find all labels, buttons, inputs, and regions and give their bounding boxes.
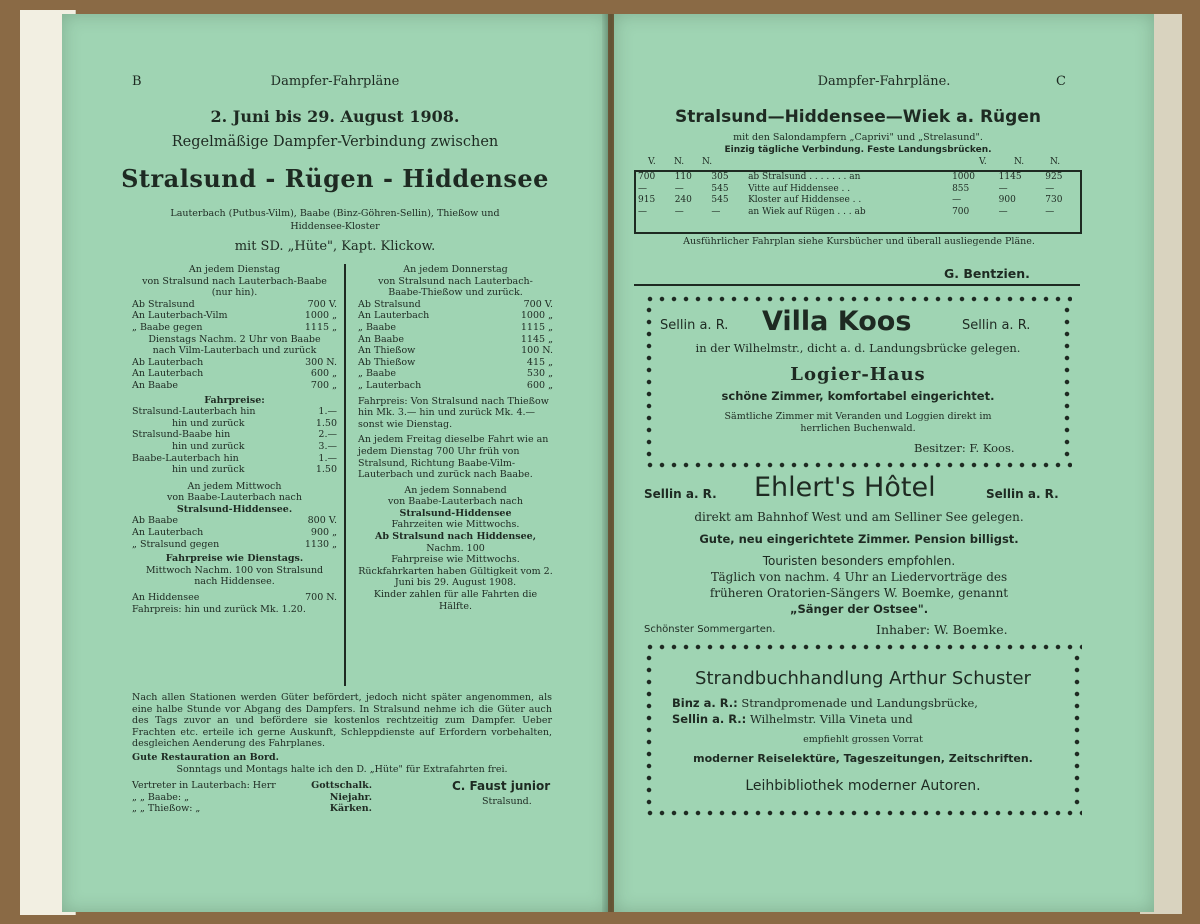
villa-title: Logier-Haus	[790, 364, 926, 385]
agent-name: Kärken.	[329, 803, 372, 815]
dotted-border-bottom	[644, 808, 1082, 818]
timetable-row	[132, 539, 337, 551]
timetable-row	[358, 310, 553, 322]
col-header: N.	[702, 157, 713, 167]
table-row	[636, 195, 1080, 207]
stop-time: 700 V.	[307, 298, 337, 310]
stop-time: 1000 „	[520, 310, 553, 322]
bookshop-sellin	[672, 712, 913, 726]
bookshop-binz-label: Binz a. R.:	[672, 696, 738, 710]
signature: C. Faust junior	[452, 779, 551, 793]
villa-forest: herrlichen Buchenwald.	[800, 423, 916, 434]
fare-price: 1.50	[315, 464, 337, 476]
table-cell: 900	[998, 195, 1016, 205]
timetable-row	[358, 322, 553, 334]
timetable-row	[132, 592, 337, 604]
table-cell: 305	[711, 172, 729, 182]
table-cell: 925	[1045, 172, 1063, 182]
timetable-row	[132, 310, 337, 322]
stop-name: An Lauterbach	[132, 527, 204, 539]
col-header: N.	[1050, 157, 1061, 167]
stop-time: 100 N.	[521, 345, 553, 357]
restaurant-note: Gute Restauration an Bord.	[132, 752, 279, 763]
villa-rooms: schöne Zimmer, komfortabel eingerichtet.	[721, 389, 995, 403]
stop-name: „ Baabe	[358, 321, 396, 333]
stop-name: „ Lauterbach	[358, 379, 422, 391]
table-cell: 730	[1045, 195, 1063, 205]
col1-route: Stralsund-Hiddensee.	[176, 503, 293, 515]
dotted-border-top	[644, 294, 1072, 304]
bookshop-sellin-label: Sellin a. R.:	[672, 712, 747, 726]
running-head: Dampfer-Fahrpläne	[270, 74, 400, 89]
stop-name: An Lauterbach	[358, 310, 430, 322]
fare-label: Stralsund-Baabe hin	[132, 429, 231, 441]
hotel-singer-name: „Sänger der Ostsee".	[789, 602, 929, 616]
schedule-column-2	[358, 264, 553, 612]
col2-validity: Rückfahrkarten haben Gültigkeit vom 2. Juni bis 29. August 1908.	[358, 565, 553, 589]
stop-name: An Baabe	[358, 333, 405, 345]
stop-name: „ Baabe	[358, 368, 396, 380]
fare-row	[132, 429, 337, 441]
fare-price: 1.—	[318, 406, 337, 418]
col-header: N.	[674, 157, 685, 167]
dotted-border-right	[1072, 652, 1082, 810]
villa-right-place: Sellin a. R.	[962, 318, 1031, 333]
table-cell: 110	[674, 172, 692, 182]
stop-name: An Baabe	[132, 379, 179, 391]
dotted-border-left	[644, 652, 654, 810]
timetable-row	[358, 299, 553, 311]
timetable-row	[132, 357, 337, 369]
fare-price: 3.—	[318, 440, 337, 452]
table-cell: Kloster auf Hiddensee . .	[748, 195, 862, 205]
fare-label: hin und zurück	[172, 464, 245, 476]
stop-time: 700 V.	[523, 298, 553, 310]
page-letter: C	[1056, 74, 1066, 89]
timetable-row	[358, 345, 553, 357]
stop-name: Ab Lauterbach	[132, 356, 204, 368]
hotel-left-place: Sellin a. R.	[644, 487, 717, 501]
col1-route: von Baabe-Lauterbach nach	[167, 492, 302, 504]
table-cell: an Wiek auf Rügen . . . ab	[748, 206, 866, 217]
table-cell: 855	[952, 183, 970, 194]
col2-text: Nachm. 100	[426, 542, 485, 554]
hotel-garden: Schönster Sommergarten.	[644, 624, 776, 635]
fare-price: 2.—	[318, 429, 337, 441]
stop-time: 700 N.	[305, 592, 337, 604]
steamer-ad-sub2: Einzig tägliche Verbindung. Feste Landungsbrücken.	[724, 145, 992, 155]
timetable-row	[358, 334, 553, 346]
col1-text: nach Vilm-Lauterbach und zurück	[152, 345, 317, 357]
timetable-row	[132, 527, 337, 539]
stop-name: An Thießow	[358, 345, 416, 357]
table-cell: 545	[711, 183, 729, 194]
col2-heading: An jedem Donnerstag	[403, 264, 508, 275]
hotel-location: direkt am Bahnhof West und am Selliner See gelegen.	[694, 510, 1024, 524]
table-cell: —	[674, 183, 684, 194]
table-cell: 700	[952, 206, 970, 217]
stop-name: Ab Thießow	[358, 356, 416, 368]
table-cell: 240	[674, 195, 692, 205]
villa-left-place: Sellin a. R.	[660, 318, 729, 333]
fares-title: Fahrpreise:	[204, 394, 265, 406]
col-header: V.	[979, 157, 987, 167]
stops-line-1: Lauterbach (Putbus-Vilm), Baabe (Binz-Göhren-Sellin), Thießow und	[170, 208, 500, 219]
stop-time: 1115 „	[520, 321, 553, 333]
agents-list	[132, 780, 372, 815]
col1-route: von Stralsund nach Lauterbach-Baabe	[142, 275, 327, 287]
ship-line: mit SD. „Hüte", Kapt. Klickow.	[234, 239, 436, 254]
column-divider	[344, 264, 346, 686]
stop-name: Ab Stralsund	[358, 298, 421, 310]
col2-route: Baabe-Thießow und zurück.	[388, 287, 523, 299]
stops-line-2: Hiddensee-Kloster	[290, 221, 380, 232]
dotted-border-bottom	[644, 460, 1072, 470]
stop-name: An Hiddensee	[132, 592, 200, 604]
col2-children: Kinder zahlen für alle Fahrten die Hälfte.	[373, 589, 538, 612]
table-cell: —	[1045, 206, 1055, 217]
table-cell: —	[1045, 183, 1055, 194]
table-cell: 700	[638, 172, 656, 182]
col2-heading: An jedem Sonnabend	[404, 484, 507, 496]
fare-label: hin und zurück	[172, 440, 245, 452]
stop-name: An Lauterbach-Vilm	[132, 310, 228, 322]
hotel-rooms: Gute, neu eingerichtete Zimmer. Pension billigst.	[699, 532, 1019, 546]
table-cell: 1145	[998, 172, 1022, 182]
timetable-row	[132, 299, 337, 311]
table-cell: —	[998, 183, 1008, 194]
dotted-border-top	[644, 642, 1082, 652]
subtitle: Regelmäßige Dampfer-Verbindung zwischen	[171, 134, 499, 150]
stop-time: 530 „	[526, 368, 553, 380]
villa-owner: Besitzer: F. Koos.	[914, 441, 1015, 455]
table-cell: ab Stralsund . . . . . . . an	[748, 172, 861, 182]
signature-city: Stralsund.	[482, 796, 532, 807]
fare-label: Baabe-Lauterbach hin	[132, 452, 239, 464]
stop-time: 800 V.	[307, 515, 337, 527]
timetable-row	[132, 322, 337, 334]
col-header: N.	[1014, 157, 1025, 167]
stop-time: 700 „	[310, 379, 337, 391]
stop-time: 1130 „	[304, 538, 337, 550]
fare-row	[132, 441, 337, 453]
agent-label: Vertreter in Lauterbach: Herr	[132, 780, 276, 791]
hotel-singer: früheren Oratorien-Sängers W. Boemke, genannt	[709, 586, 1009, 600]
cargo-notice: Nach allen Stationen werden Güter befördert, jedoch nicht später angenommen, als eine halbe Stunde vor Abgang des Dampfers. In Stralsund nehme ich die Güter auch des Tags zuvor an und befördere sie kostenlos rechtzeitig zum Dampfer. Ueber Frachten etc. erteile ich gerne Auskunft, Schleppdienste auf Erfordern vorbehalten, desgleichen Aenderung des Fahrplanes.	[132, 692, 552, 750]
stop-time: 1115 „	[304, 321, 337, 333]
col1-fare: Fahrpreis: hin und zurück Mk. 1.20.	[132, 603, 306, 615]
bookshop-products: moderner Reiselektüre, Tageszeitungen, Zeitschriften.	[693, 752, 1033, 765]
agent-row	[132, 803, 372, 815]
schedule-column-1	[132, 264, 337, 615]
col-header: V.	[648, 157, 656, 167]
stop-time: 415 „	[526, 356, 553, 368]
stop-time: 900 „	[310, 527, 337, 539]
stop-name: Ab Baabe	[132, 515, 178, 527]
col1-text: Dienstags Nachm. 2 Uhr von Baabe	[148, 333, 321, 345]
left-page	[62, 14, 608, 912]
fare-label: hin und zurück	[172, 417, 245, 429]
col1-text: Mittwoch Nachm. 100 von Stralsund	[145, 564, 324, 576]
running-head: Dampfer-Fahrpläne.	[817, 74, 951, 89]
route-title: Stralsund - Rügen - Hiddensee	[121, 164, 549, 193]
stop-time: 1145 „	[520, 333, 553, 345]
hotel-concerts: Täglich von nachm. 4 Uhr an Liedervorträge des	[710, 570, 1008, 584]
table-cell: —	[638, 183, 647, 194]
stop-time: 600 „	[526, 379, 553, 391]
col2-text: Fahrpreise wie Mittwochs.	[391, 554, 520, 566]
fare-row	[132, 464, 337, 476]
stop-time: 600 „	[310, 368, 337, 380]
table-cell: —	[998, 206, 1008, 217]
stop-name: „ Stralsund gegen	[132, 538, 220, 550]
col2-friday-text: An jedem Freitag dieselbe Fahrt wie an jedem Dienstag 700 Uhr früh von Stralsund, Richtung Baabe-Vilm-Lauterbach und zurück nach Baabe.	[358, 434, 549, 481]
steamer-table	[636, 172, 1080, 218]
hotel-right-place: Sellin a. R.	[986, 487, 1059, 501]
timetable-row	[132, 368, 337, 380]
bookshop-binz-address: Strandpromenade und Landungsbrücke,	[741, 696, 978, 710]
table-cell: —	[711, 206, 721, 217]
sunday-note: Sonntags und Montags halte ich den D. „Hüte" für Extrafahrten frei.	[176, 764, 508, 775]
steamer-signature: G. Bentzien.	[944, 266, 1030, 281]
table-cell: 545	[711, 195, 729, 205]
col2-text: Ab Stralsund nach Hiddensee,	[374, 531, 537, 543]
fare-row	[132, 453, 337, 465]
timetable-row	[358, 357, 553, 369]
timetable-row	[132, 380, 337, 392]
right-page	[614, 14, 1154, 912]
hotel-name: Ehlert's Hôtel	[754, 472, 936, 503]
fare-row	[132, 406, 337, 418]
steamer-note: Ausführlicher Fahrplan siehe Kursbücher und überall ausliegende Pläne.	[683, 236, 1035, 247]
agent-name: Gottschalk.	[311, 780, 372, 791]
timetable-row	[358, 380, 553, 392]
col2-fare-text: Fahrpreis: Von Stralsund nach Thießow hin Mk. 3.— hin und zurück Mk. 4.— sonst wie Dienstag.	[358, 395, 549, 430]
fare-price: 1.50	[315, 417, 337, 429]
table-cell: —	[952, 195, 962, 205]
stop-time: 300 N.	[305, 356, 337, 368]
bookshop-offer: empfiehlt grossen Vorrat	[803, 734, 923, 745]
col1-heading: An jedem Dienstag	[188, 264, 281, 275]
agent-row	[132, 792, 372, 804]
bookshop-sellin-address: Wilhelmstr. Villa Vineta und	[749, 712, 913, 726]
table-cell: —	[638, 206, 647, 217]
steamer-ad-sub: mit den Salondampfern „Caprivi" und „Strelasund".	[733, 132, 983, 143]
stop-name: „ Baabe gegen	[132, 321, 203, 333]
table-row	[636, 184, 1080, 196]
stop-name: An Lauterbach	[132, 368, 204, 380]
col2-route: von Baabe-Lauterbach nach	[388, 496, 523, 508]
fare-price: 1.—	[318, 452, 337, 464]
fare-row	[132, 418, 337, 430]
table-cell: Vitte auf Hiddensee . .	[748, 183, 851, 194]
date-line: 2. Juni bis 29. August 1908.	[210, 107, 460, 126]
villa-verandas: Sämtliche Zimmer mit Veranden und Loggien direkt im	[724, 411, 992, 422]
col1-text: nach Hiddensee.	[194, 576, 275, 588]
col1-heading: An jedem Mittwoch	[187, 480, 282, 492]
agent-row	[132, 780, 372, 792]
col1-text: Fahrpreise wie Dienstags.	[165, 553, 304, 565]
hotel-tourists: Touristen besonders empfohlen.	[762, 554, 956, 568]
bookshop-binz	[672, 696, 978, 710]
steamer-timetable	[634, 170, 1082, 234]
col2-route: von Stralsund nach Lauterbach-	[378, 275, 533, 287]
table-cell: 1000	[952, 172, 975, 182]
table-row	[636, 172, 1080, 184]
table-cell: —	[674, 206, 684, 217]
stop-time: 1000 „	[304, 310, 337, 322]
bookshop-title: Strandbuchhandlung Arthur Schuster	[695, 668, 1031, 689]
col2-route: Stralsund-Hiddensee	[399, 507, 512, 519]
hotel-owner: Inhaber: W. Boemke.	[876, 622, 1008, 637]
col2-text: Fahrzeiten wie Mittwochs.	[391, 519, 520, 531]
bookshop-library: Leihbibliothek moderner Autoren.	[745, 778, 981, 794]
table-row	[636, 207, 1080, 219]
divider	[634, 284, 1080, 286]
agent-label: „ „ Baabe: „	[132, 791, 190, 803]
table-cell: 915	[638, 195, 656, 205]
villa-location: in der Wilhelmstr., dicht a. d. Landungsbrücke gelegen.	[695, 341, 1021, 355]
stop-name: Ab Stralsund	[132, 298, 195, 310]
col1-note: (nur hin).	[211, 287, 258, 299]
agent-name: Niejahr.	[329, 791, 372, 803]
page-letter: B	[132, 74, 142, 89]
timetable-row	[132, 515, 337, 527]
fare-label: Stralsund-Lauterbach hin	[132, 406, 256, 418]
villa-name: Villa Koos	[762, 306, 912, 337]
timetable-row	[358, 368, 553, 380]
steamer-ad-title: Stralsund—Hiddensee—Wiek a. Rügen	[675, 107, 1041, 127]
agent-label: „ „ Thießow: „	[132, 803, 201, 815]
